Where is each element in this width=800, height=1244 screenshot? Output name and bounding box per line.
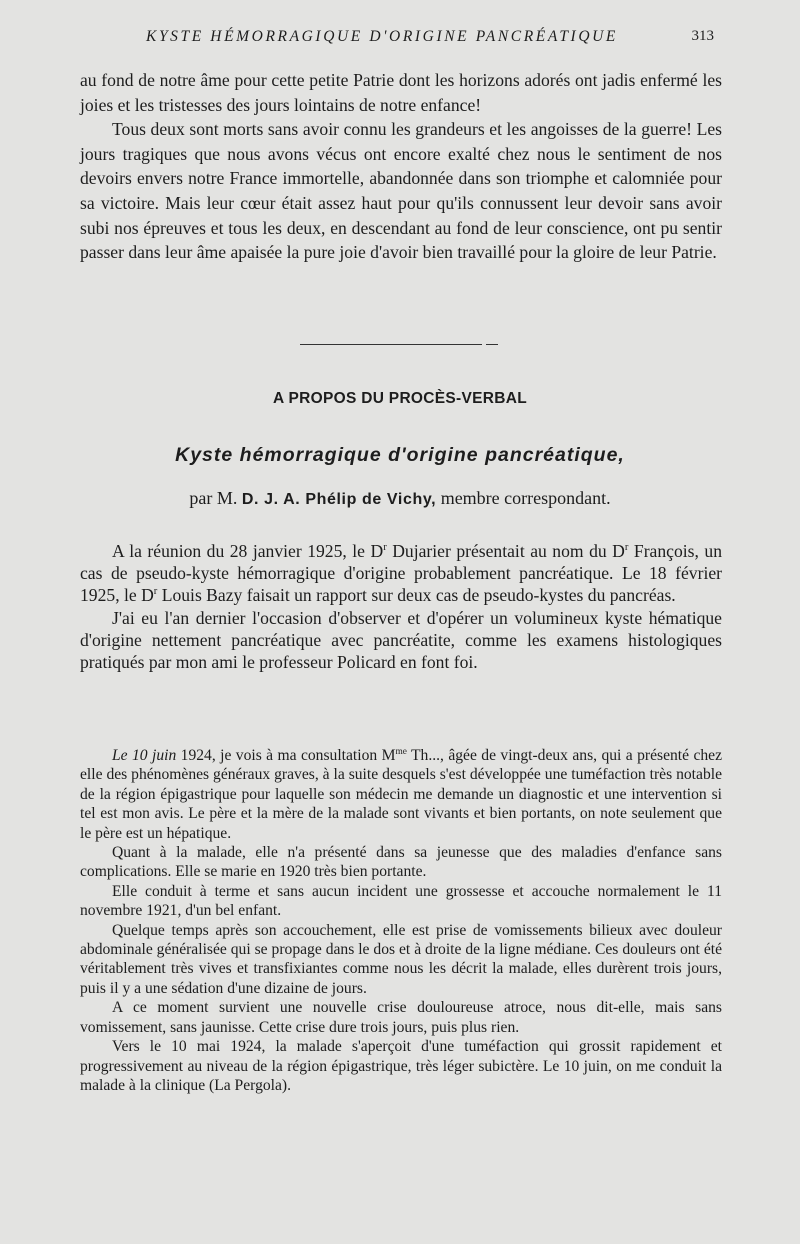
body-p1-sup-1: r bbox=[383, 542, 387, 554]
body-p1-part-c: François, un cas de pseudo-kyste hémorragique d'origine probablement pancréatique. Le 18 février 1925, le D bbox=[80, 541, 722, 606]
body-p1-sup-3: r bbox=[153, 586, 158, 598]
case-paragraph-6: Vers le 10 mai 1924, la malade s'aperçoit d'une tuméfaction qui grossit rapidement et progressivement au niveau de la région épigastrique, très léger subictère. Le 10 juin, on me conduit la malade à la clinique (La Pergola). bbox=[80, 1038, 722, 1094]
byline-suffix: membre correspondant. bbox=[440, 488, 611, 508]
case-p1-sup: me bbox=[395, 746, 407, 757]
byline bbox=[0, 488, 800, 509]
article-title: Kyste hémorragique d'origine pancréatique, bbox=[175, 444, 625, 466]
running-head bbox=[0, 24, 800, 54]
body-p1-part-a: A la réunion du 28 janvier 1925, le D bbox=[112, 541, 384, 561]
case-paragraph-2: Quant à la malade, elle n'a présenté dans sa jeunesse que des maladies d'enfance sans complications. Elle se marie en 1920 très bien portante. bbox=[80, 844, 722, 881]
case-paragraph-4: Quelque temps après son accouchement, elle est prise de vomissements bilieux avec douleur abdominale généralisée qui se propage dans le dos et à droite de la ligne médiane. Ces douleurs ont été véritablement très vives et transfixiantes comme nous les décrit la malade, elles durèrent trois jours, puis il y a une sédation d'une dizaine de jours. bbox=[80, 921, 722, 997]
body-p1-part-d: Louis Bazy faisait un rapport sur deux cas de pseudo-kystes du pancréas. bbox=[157, 585, 676, 606]
intro-paragraph-2: Tous deux sont morts sans avoir connu les grandeurs et les angoisses de la guerre! Les jours tragiques que nous avons vécus ont encore exalté chez nous le sentiment de nos devoirs envers notre France immortelle, abandonnée dans son triomphe et calomniée pour sa victoire. Mais leur cœur était assez haut pour qu'ils connussent leur devoir sans avoir subi nos épreuves et tous les deux, en descendant au fond de leur conscience, ont pu sentir passer dans leur âme apaisée la pure joie d'avoir bien travaillé pour la gloire de leur Patrie. bbox=[80, 119, 722, 263]
case-paragraph-5: A ce moment survient une nouvelle crise douloureuse atroce, nous dit-elle, mais sans vomissement, sans jaunisse. Cette crise dure trois jours, puis plus rien. bbox=[80, 999, 722, 1036]
case-p1-part-a: 1924, je vois à ma consultation M bbox=[176, 747, 396, 764]
running-title: KYSTE HÉMORRAGIQUE D'ORIGINE PANCRÉATIQUE bbox=[146, 28, 618, 45]
section-heading: A PROPOS DU PROCÈS-VERBAL bbox=[272, 390, 528, 407]
section-divider-tail bbox=[486, 344, 498, 345]
case-report bbox=[80, 746, 722, 1095]
article-body bbox=[80, 540, 722, 673]
page-number: 313 bbox=[691, 28, 714, 44]
body-p1-part-b: Dujarier présentait au nom du D bbox=[386, 541, 625, 561]
case-lead-date: Le 10 juin bbox=[112, 747, 177, 764]
intro-paragraph-1: au fond de notre âme pour cette petite Patrie dont les horizons adorés ont jadis enfermé les joies et les tristesses des jours lointains de notre enfance! bbox=[80, 70, 722, 115]
case-paragraph-3: Elle conduit à terme et sans aucun incident une grossesse et accouche normalement le 11 novembre 1921, d'un bel enfant. bbox=[80, 882, 722, 920]
body-p1-sup-2: r bbox=[624, 542, 629, 554]
byline-prefix: par M. bbox=[189, 488, 238, 508]
intro-text bbox=[80, 68, 722, 265]
body-paragraph-2: J'ai eu l'an dernier l'occasion d'observer et d'opérer un volumineux kyste hématique d'origine nettement pancréatique avec pancréatite, comme les examens histologiques pratiqués par mon ami le professeur Policard en font foi. bbox=[80, 607, 722, 673]
case-p1-part-b: Th..., âgée de vingt-deux ans, qui a présenté chez elle des phénomènes généraux graves, à la suite desquels s'est développée une tuméfaction très notable de la région épigastrique pour laquelle son médecin me demande un diagnostic et une intervention si tel est mon avis. Le père et la mère de la malade sont vivants et bien portants, on note seulement que le père est un hépatique. bbox=[80, 747, 723, 842]
section-divider bbox=[300, 344, 482, 345]
body-paragraph-1 bbox=[80, 540, 722, 607]
case-paragraph-1 bbox=[80, 746, 722, 843]
author-name: D. J. A. Phélip de Vichy, bbox=[241, 491, 437, 508]
